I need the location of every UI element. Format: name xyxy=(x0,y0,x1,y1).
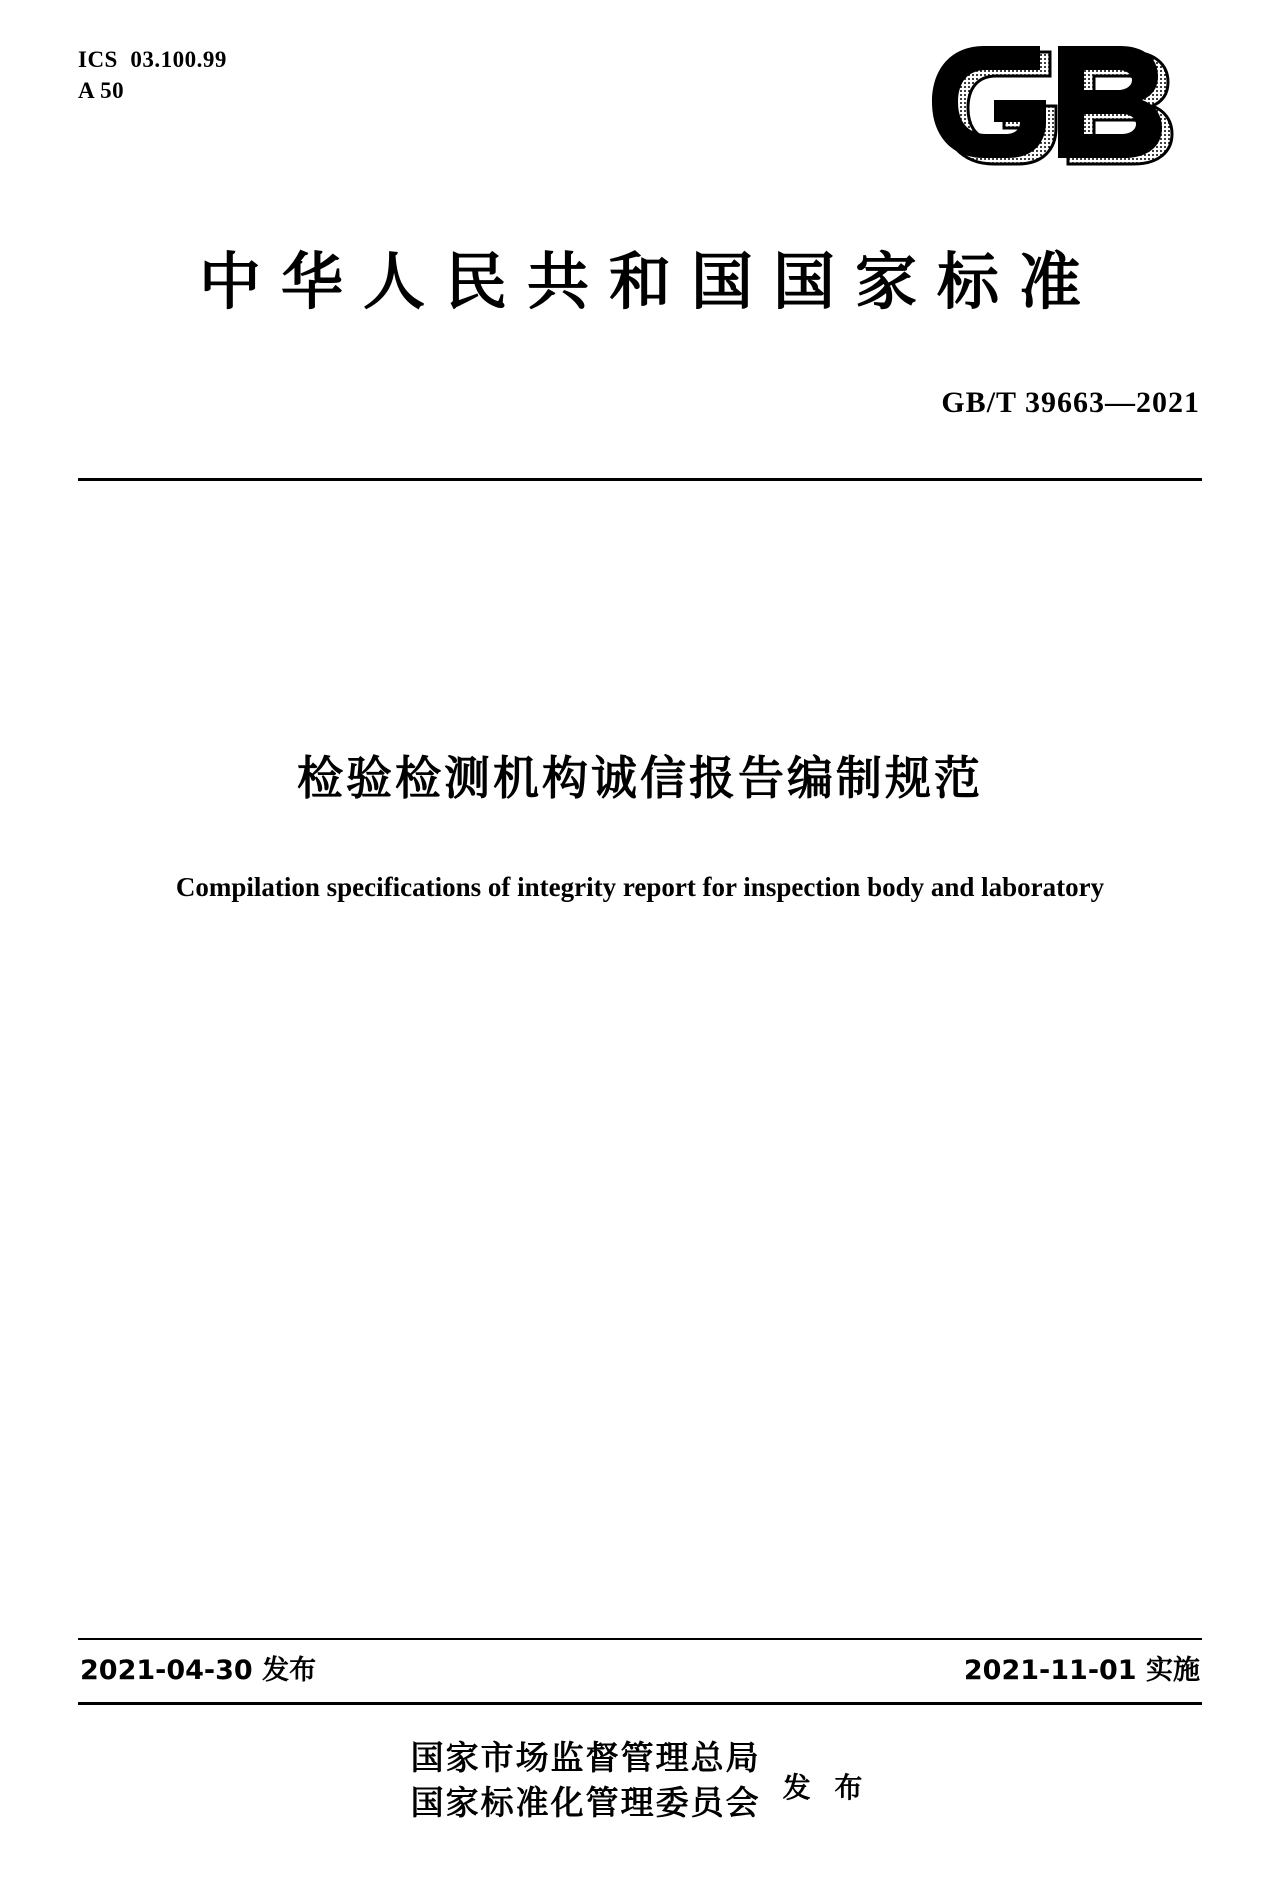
issuer-line-1: 国家市场监督管理总局 xyxy=(410,1738,761,1777)
standard-number: GB/T 39663—2021 xyxy=(941,386,1200,419)
implementation-date: 2021-11-01 实施 xyxy=(963,1655,1200,1686)
national-standard-heading: 中华人民共和国国家标准 xyxy=(198,245,1101,318)
footer-divider-top xyxy=(78,1638,1202,1640)
document-title-english: Compilation specifications of integrity report for inspection body and laboratory xyxy=(175,872,1105,902)
ics-code: ICS 03.100.99 xyxy=(78,47,227,72)
publish-label: 发 布 xyxy=(782,1770,870,1804)
issuer-block xyxy=(0,1736,1280,1825)
gb-logo-icon xyxy=(922,40,1202,170)
document-title-chinese: 检验检测机构诚信报告编制规范 xyxy=(297,751,983,805)
footer-divider-bottom xyxy=(78,1702,1202,1705)
issue-date: 2021-04-30 发布 xyxy=(80,1655,317,1686)
classification-code: A 50 xyxy=(78,78,125,104)
header-divider xyxy=(78,478,1202,481)
issuer-names xyxy=(411,1736,761,1825)
issuer-line-2: 国家标准化管理委员会 xyxy=(410,1782,761,1822)
ics-block xyxy=(78,44,227,106)
